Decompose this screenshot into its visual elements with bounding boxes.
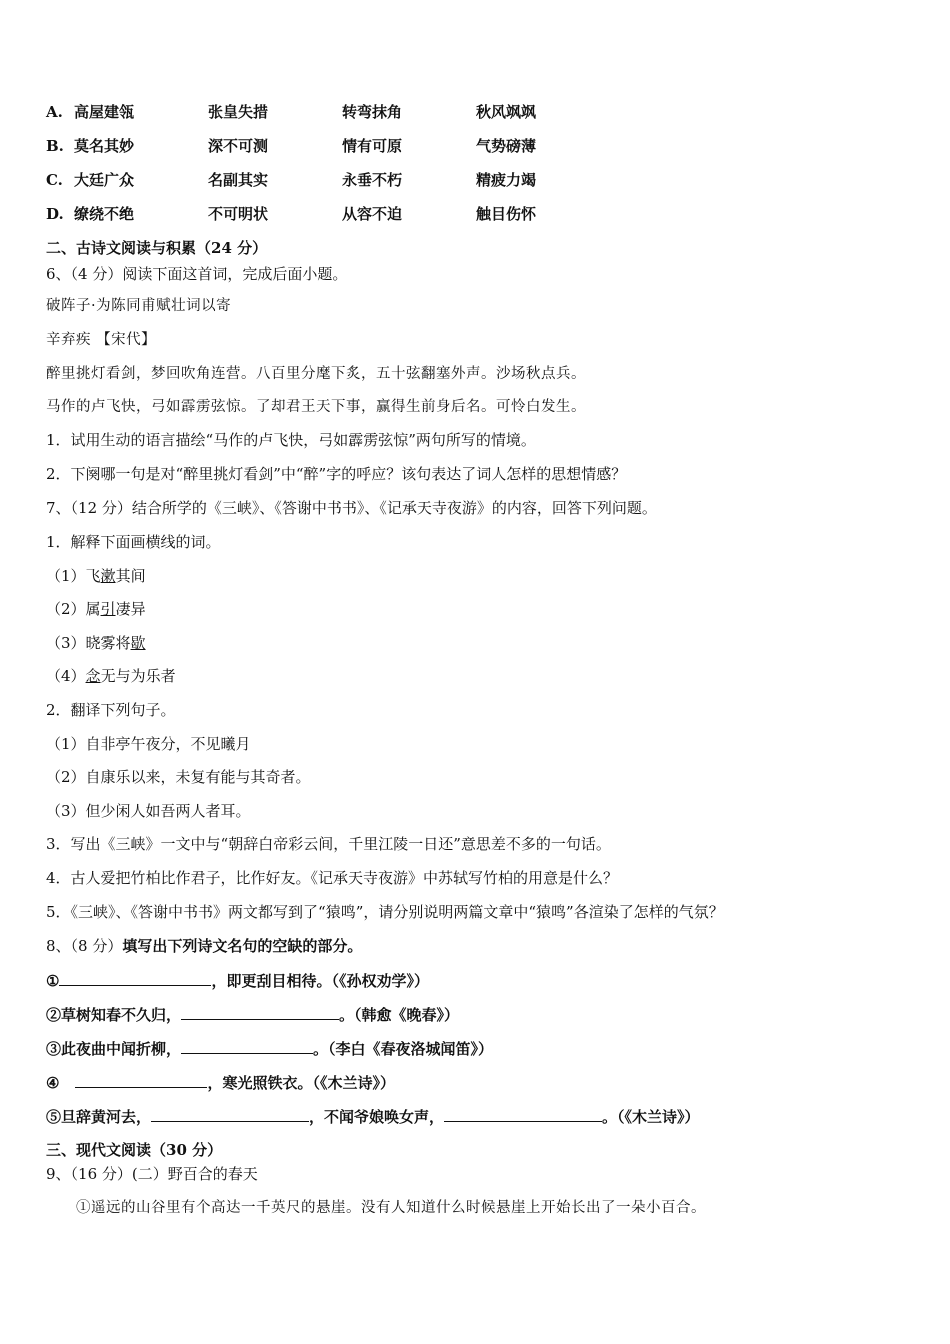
- option-word: 气势磅薄: [476, 137, 537, 155]
- fill-item: [46, 970, 429, 991]
- option-label: D.: [46, 205, 64, 223]
- option-word: 张皇失措: [208, 103, 269, 121]
- option-word: 转弯抹角: [342, 103, 403, 121]
- answer-blank[interactable]: [75, 1072, 207, 1088]
- option-word: 永垂不朽: [342, 171, 403, 189]
- underlined-word: 引: [100, 600, 116, 618]
- option-word: 秋风飒飒: [476, 103, 537, 121]
- option-word: 深不可测: [208, 137, 269, 155]
- translate-item: （2）自康乐以来，未复有能与其奇者。: [46, 768, 311, 786]
- poem-line: 醉里挑灯看剑，梦回吹角连营。八百里分麾下炙，五十弦翻塞外声。沙场秋点兵。: [46, 366, 586, 382]
- word-suffix: 凄异: [115, 600, 146, 618]
- option-label: C.: [46, 171, 63, 189]
- paragraph: ①遥远的山谷里有个高达一千英尺的悬崖。没有人知道什么时候悬崖上开始长出了一朵小百合。: [76, 1200, 706, 1216]
- sub-question: 1．解释下面画横线的词。: [46, 533, 221, 551]
- option-label: B.: [46, 137, 64, 155]
- option-label: A.: [46, 103, 63, 121]
- answer-blank[interactable]: [59, 970, 211, 986]
- fill-prefix: ⑤旦辞黄河去，: [46, 1108, 152, 1126]
- option-word: 高屋建瓴: [74, 103, 135, 121]
- stem-prefix: 8、（8 分）: [46, 937, 123, 955]
- fill-item: [46, 1072, 395, 1093]
- word-item: [46, 599, 146, 619]
- fill-prefix: ④: [46, 1074, 60, 1092]
- stem-bold: 填写出下列诗文名句的空缺的部分。: [122, 937, 363, 955]
- word-prefix: （1）飞: [46, 567, 101, 585]
- fill-suffix: 。（李白《春夜洛城闻笛》）: [313, 1040, 494, 1058]
- question-stem: 6、（4 分）阅读下面这首词，完成后面小题。: [46, 265, 348, 283]
- fill-prefix: ②草树知春不久归，: [46, 1006, 182, 1024]
- fill-suffix: ，即更刮目相待。（《孙权劝学》）: [211, 972, 429, 990]
- fill-item: [46, 1038, 493, 1059]
- answer-blank[interactable]: [181, 1038, 313, 1054]
- poem-author: 辛弃疾 【宋代】: [46, 332, 157, 348]
- sub-question: 5．《三峡》、《答谢中书书》两文都写到了“猿鸣”，请分别说明两篇文章中“猿鸣”各渲染了怎样的气氛？: [46, 903, 724, 921]
- question-stem: 9、（16 分）(二）野百合的春天: [46, 1165, 258, 1183]
- answer-blank[interactable]: [181, 1004, 339, 1020]
- option-word: 不可明状: [208, 205, 269, 223]
- word-item: [46, 666, 176, 686]
- section-heading: 二、古诗文阅读与积累（24 分）: [46, 239, 268, 257]
- sub-question: 2．下阕哪一句是对“醉里挑灯看剑”中“醉”字的呼应？该句表达了词人怎样的思想情感？: [46, 465, 627, 483]
- word-prefix: （2）属: [46, 600, 101, 618]
- option-word: 从容不迫: [342, 205, 403, 223]
- fill-suffix: 。（韩愈《晚春》）: [339, 1006, 460, 1024]
- word-item: [46, 633, 146, 653]
- poem-line: 马作的卢飞快，弓如霹雳弦惊。了却君王天下事，赢得生前身后名。可怜白发生。: [46, 399, 586, 415]
- sub-question: 1．试用生动的语言描绘“马作的卢飞快，弓如霹雳弦惊”两句所写的情境。: [46, 431, 536, 449]
- word-suffix: 无与为乐者: [100, 667, 176, 685]
- fill-prefix: ③此夜曲中闻折柳，: [46, 1040, 182, 1058]
- question-stem: 7、（12 分）结合所学的《三峡》、《答谢中书书》、《记承天寺夜游》的内容，回答下列问题。: [46, 499, 657, 517]
- underlined-word: 念: [85, 667, 101, 685]
- word-prefix: （3）晓雾将: [46, 634, 131, 652]
- word-item: [46, 566, 146, 586]
- fill-suffix: ，寒光照铁衣。（《木兰诗》）: [207, 1074, 395, 1092]
- word-prefix: （4）: [46, 667, 86, 685]
- fill-middle: ，不闻爷娘唤女声，: [309, 1108, 445, 1126]
- translate-item: （3）但少闲人如吾两人者耳。: [46, 802, 251, 820]
- option-word: 精疲力竭: [476, 171, 537, 189]
- answer-blank[interactable]: [151, 1106, 309, 1122]
- answer-blank[interactable]: [444, 1106, 602, 1122]
- word-suffix: 其间: [115, 567, 146, 585]
- underlined-word: 漱: [100, 567, 116, 585]
- underlined-word: 歇: [130, 634, 146, 652]
- option-word: 莫名其妙: [74, 137, 135, 155]
- sub-question: 4．古人爱把竹柏比作君子，比作好友。《记承天寺夜游》中苏轼写竹柏的用意是什么？: [46, 869, 619, 887]
- poem-title: 破阵子·为陈同甫赋壮词以寄: [46, 298, 232, 314]
- fill-prefix: ①: [46, 972, 60, 990]
- option-word: 情有可原: [342, 137, 403, 155]
- fill-item: [46, 1004, 459, 1025]
- option-word: 触目伤怀: [476, 205, 537, 223]
- option-word: 名副其实: [208, 171, 269, 189]
- section-heading: 三、现代文阅读（30 分）: [46, 1141, 223, 1159]
- option-word: 缭绕不绝: [74, 205, 135, 223]
- question-stem: [46, 936, 362, 956]
- sub-question: 2．翻译下列句子。: [46, 701, 176, 719]
- translate-item: （1）自非亭午夜分，不见曦月: [46, 735, 251, 753]
- fill-suffix: 。（《木兰诗》）: [602, 1108, 700, 1126]
- fill-item: [46, 1106, 700, 1127]
- sub-question: 3．写出《三峡》一文中与“朝辞白帝彩云间，千里江陵一日还”意思差不多的一句话。: [46, 835, 611, 853]
- option-word: 大廷广众: [74, 171, 135, 189]
